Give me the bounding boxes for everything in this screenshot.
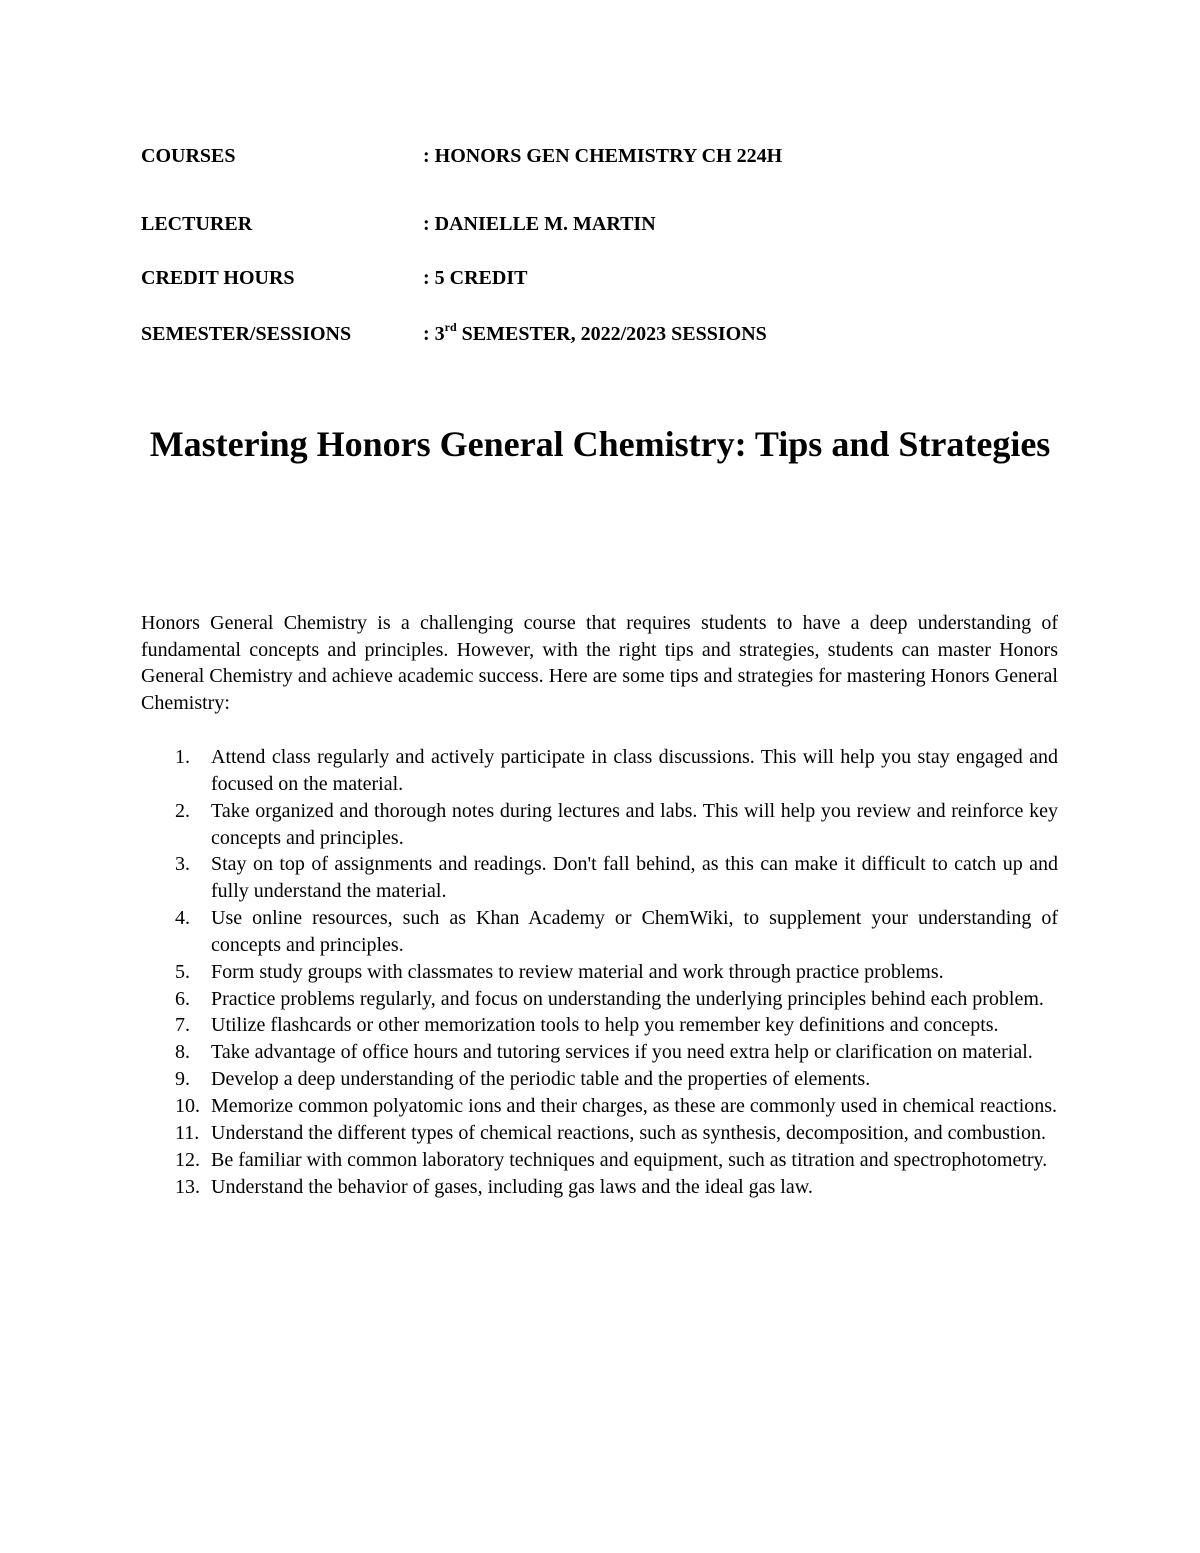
tip-number: 9. <box>175 1068 190 1091</box>
lecturer-label: LECTURER <box>141 213 253 235</box>
tip-item <box>141 744 1058 798</box>
tip-item <box>141 1012 1058 1039</box>
tip-number: 13. <box>175 1175 200 1198</box>
tip-item <box>141 1147 1058 1174</box>
tip-number: 1. <box>175 746 190 768</box>
tip-text: Use online resources, such as Khan Academy or ChemWiki, to supplement your understanding of concepts and principles. <box>211 907 1058 956</box>
courses-row <box>141 142 1061 170</box>
tip-item <box>141 1174 1058 1201</box>
tip-number: 8. <box>175 1041 190 1064</box>
credit-hours-label: CREDIT HOURS <box>141 267 295 289</box>
semester-value <box>423 320 767 348</box>
tip-number: 12. <box>175 1148 200 1171</box>
tip-text: Attend class regularly and actively participate in class discussions. This will help you stay engaged and focused on the material. <box>211 746 1058 795</box>
lecturer-row <box>141 210 1061 238</box>
tip-item <box>141 1120 1058 1147</box>
tip-item <box>141 851 1058 905</box>
intro-paragraph: Honors General Chemistry is a challenging course that requires students to have a deep understanding of fundamental concepts and principles. However, with the right tips and strategies, students can master Honors General Chemistry and achieve academic success. Here are some tips and strategies for mastering Honors General Chemistry: <box>141 612 1058 715</box>
tip-number: 2. <box>175 799 190 822</box>
tip-text: Stay on top of assignments and readings. Don't fall behind, as this can make it difficult to catch up and fully understand the material. <box>211 853 1058 903</box>
tip-text: Practice problems regularly, and focus on understanding the underlying principles behind each problem. <box>211 987 1044 1010</box>
semester-text: SEMESTER, 2022/2023 SESSIONS <box>456 323 767 345</box>
tip-text: Understand the different types of chemical reactions, such as synthesis, decomposition, and combustion. <box>211 1121 1046 1144</box>
semester-number: : 3 <box>423 323 445 345</box>
credit-hours-value: : 5 CREDIT <box>423 267 528 289</box>
tip-text: Take organized and thorough notes during lectures and labs. This will help you review and reinforce key concepts and principles. <box>211 799 1058 849</box>
tip-item <box>141 1093 1058 1120</box>
tip-number: 6. <box>175 987 190 1010</box>
lecturer-value: : DANIELLE M. MARTIN <box>423 213 656 235</box>
tip-item <box>141 1039 1058 1066</box>
tip-text: Take advantage of office hours and tutoring services if you need extra help or clarification on material. <box>211 1041 1033 1064</box>
tip-text: Form study groups with classmates to review material and work through practice problems. <box>211 960 944 983</box>
tip-item <box>141 959 1058 986</box>
tip-text: Be familiar with common laboratory techniques and equipment, such as titration and spectrophotometry. <box>211 1148 1048 1171</box>
tip-text: Develop a deep understanding of the periodic table and the properties of elements. <box>211 1068 871 1091</box>
tip-text: Understand the behavior of gases, including gas laws and the ideal gas law. <box>211 1175 813 1198</box>
tip-number: 3. <box>175 853 190 876</box>
courses-label: COURSES <box>141 145 236 167</box>
tip-number: 7. <box>175 1014 190 1037</box>
course-info-block <box>141 142 1061 345</box>
semester-row <box>141 320 1061 348</box>
tips-list <box>141 744 1058 1200</box>
tip-number: 10. <box>175 1094 200 1117</box>
tip-number: 11. <box>175 1121 200 1144</box>
courses-value: : HONORS GEN CHEMISTRY CH 224H <box>423 145 783 167</box>
document-title: Mastering Honors General Chemistry: Tips and Strategies <box>149 424 1051 464</box>
tip-text: Memorize common polyatomic ions and their charges, as these are commonly used in chemical reactions. <box>211 1094 1058 1117</box>
tip-text: Utilize flashcards or other memorization tools to help you remember key definitions and concepts. <box>211 1014 999 1037</box>
tip-item <box>141 798 1058 852</box>
tip-item <box>141 1066 1058 1093</box>
semester-ordinal-suffix: rd <box>444 320 457 335</box>
credit-hours-row <box>141 264 1061 292</box>
semester-label: SEMESTER/SESSIONS <box>141 323 352 345</box>
tip-item <box>141 986 1058 1013</box>
tip-item <box>141 905 1058 959</box>
tip-number: 4. <box>175 907 190 930</box>
tip-number: 5. <box>175 960 190 983</box>
